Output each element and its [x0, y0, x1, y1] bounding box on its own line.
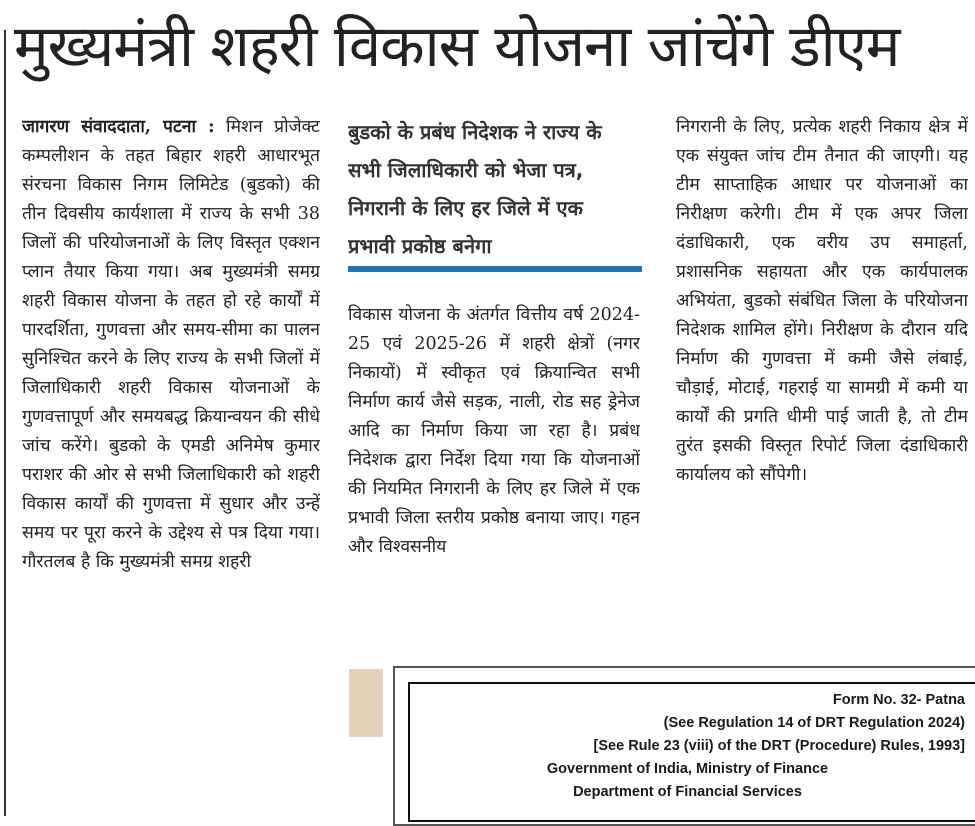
article-text-2: विकास योजना के अंतर्गत वित्तीय वर्ष 2024-25 एवं 2025-26 में शहरी क्षेत्रों (नगर निकायों) में स्वीकृत एवं क्रियान्वित सभी निर्माण कार्य जैसे सड़क, नाली, रोड सह ड्रेनेज आदि का निर्माण किया जा रहा है। प्रबंध निदेशक द्वारा निर्देश दिया गया कि योजनाओं की नियमित निगरानी के लिए हर जिले में एक प्रभावी जिला स्तरीय प्रकोष्ठ बनाया जाए। गहन और विश्वसनीय — [348, 305, 640, 557]
left-column-rule — [4, 30, 6, 816]
notice-regulation: (See Regulation 14 of DRT Regulation 2024) — [663, 715, 965, 731]
article-column-3 — [676, 113, 968, 653]
ad-block — [349, 669, 383, 737]
notice-ministry: Government of India, Ministry of Finance — [546, 761, 829, 777]
article-column-2 — [348, 301, 640, 651]
deck-rule — [348, 266, 642, 272]
article-text-3: निगरानी के लिए, प्रत्येक शहरी निकाय क्षेत्र में एक संयुक्त जांच टीम तैनात की जाएगी। यह टीम साप्ताहिक आधार पर योजनाओं का निरीक्षण करेगी। टीम में एक अपर जिला दंडाधिकारी, एक वरीय उप समाहर्ता, प्रशासनिक सहायता और एक कार्यपालक अभियंता, बुडको संबंधित जिला के परियोजना निदेशक शामिल होंगे। निरीक्षण के दौरान यदि निर्माण की गुणवत्ता में कमी जैसे लंबाई, चौड़ाई, मोटाई, गहराई या सामग्री में कमी या कार्यों की प्रगति धीमी पाई जाती है, तो टीम तुरंत इसकी विस्तृत रिपोर्ट जिला दंडाधिकारी कार्यालय को सौंपेगी। — [676, 117, 968, 485]
article-column-1 — [22, 113, 320, 813]
article-text-1: मिशन प्रोजेक्ट कम्पलीशन के तहत बिहार शहरी आधारभूत संरचना विकास निगम लिमिटेड (बुडको) की तीन दिवसीय कार्यशाला में राज्य के सभी 38 जिलों की परियोजनाओं के लिए विस्तृत एक्शन प्लान तैयार किया गया। अब मुख्यमंत्री समग्र शहरी विकास योजना के तहत हो रहे कार्यों में पारदर्शिता, गुणवत्ता और समय-सीमा का पालन सुनिश्चित करने के लिए राज्य के सभी जिलों में जिलाधिकारी शहरी विकास योजनाओं के गुणवत्तापूर्ण और समयबद्ध क्रियान्वयन की सीधे जांच करेंगे। बुडको के एमडी अनिमेष कुमार पराशर की ओर से सभी जिलाधिकारी को शहरी विकास कार्यों की गुणवत्ता में सुधार और उन्हें समय पर पूरा करने के उद्देश्य से पत्र दिया गया। गौरतलब है कि मुख्यमंत्री समग्र शहरी — [22, 117, 320, 572]
byline: जागरण संवाददाता, पटना : — [22, 117, 215, 137]
notice-department: Department of Financial Services — [573, 784, 802, 800]
legal-notice — [408, 682, 975, 822]
headline: मुख्यमंत्री शहरी विकास योजना जांचेंगे डीएम — [14, 12, 900, 80]
deck-subheadline: बुडको के प्रबंध निदेशक ने राज्य के सभी जिलाधिकारी को भेजा पत्र, निगरानी के लिए हर जिले में एक प्रभावी प्रकोष्ठ बनेगा — [348, 120, 602, 258]
notice-form-no: Form No. 32- Patna — [832, 692, 965, 708]
notice-rule: [See Rule 23 (viii) of the DRT (Procedure) Rules, 1993] — [593, 738, 965, 754]
